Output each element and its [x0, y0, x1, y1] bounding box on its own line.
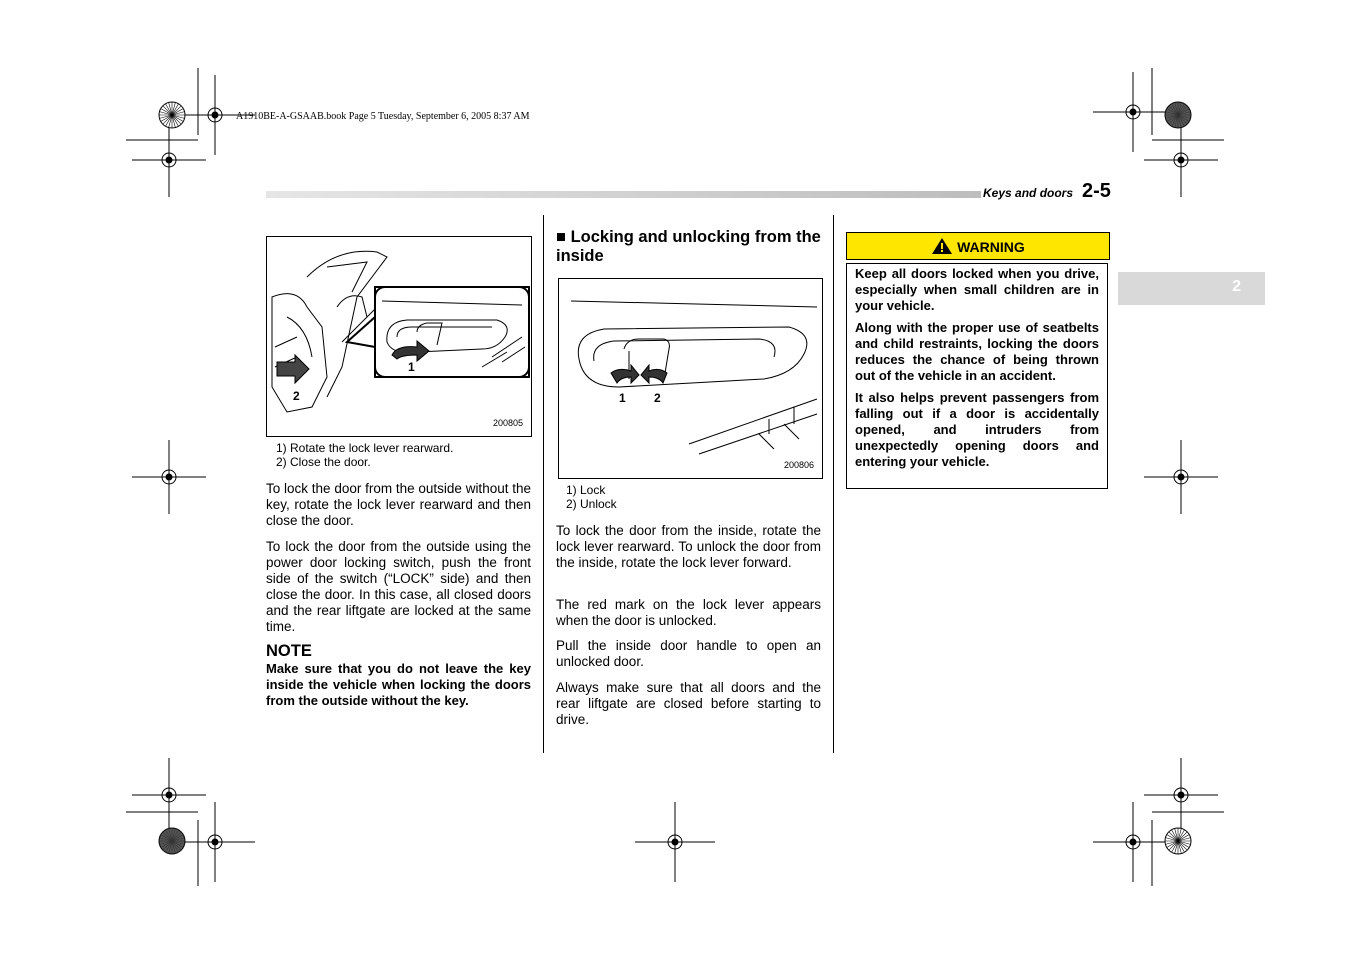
section-title: Keys and doors: [983, 186, 1074, 200]
warning-paragraph: Keep all doors locked when you drive, especially when small children are in your vehicle.: [855, 266, 1099, 313]
note-text: Make sure that you do not leave the key inside the vehicle when locking the doors from the outside without the key.: [266, 661, 531, 708]
registration-mark: [166, 474, 172, 480]
caption-lock: 1) Lock: [566, 483, 606, 497]
paragraph: Always make sure that all doors and the rear liftgate are closed before starting to drive.: [556, 680, 821, 727]
caption-1: 1) Rotate the lock lever rearward.: [276, 441, 454, 455]
unlock-arrow: [641, 365, 667, 383]
registration-mark: [672, 839, 678, 845]
registration-mark: [212, 839, 218, 845]
paragraph: To lock the door from the outside without the key, rotate the lock lever rearward and then close the door.: [266, 481, 531, 528]
warning-paragraph: Along with the proper use of seatbelts and child restraints, locking the doors reduces the chance of being thrown out of the vehicle in an accident.: [855, 320, 1099, 383]
page-number: 2-5: [1082, 180, 1111, 202]
chapter-tab-number: 2: [1232, 278, 1241, 295]
warning-triangle-icon: [931, 237, 953, 255]
paragraph: To lock the door from the outside using the power door locking switch, push the front side of the switch (“LOCK” side) and then close the door. In this case, all closed doors and the rear liftgate are locked at the same time.: [266, 539, 531, 634]
lock-arrow: [611, 365, 639, 383]
warning-box: [846, 263, 1108, 489]
figure-inside-lock: [558, 278, 823, 479]
registration-mark: [1178, 157, 1184, 163]
warning-banner: [846, 232, 1110, 260]
section-heading: [556, 228, 821, 266]
warning-paragraph: It also helps prevent passengers from falling out if a door is accidentally opened, and intruders from unexpectedly opening doors and entering your vehicle.: [855, 390, 1099, 469]
paragraph: To lock the door from the inside, rotate the lock lever rearward. To unlock the door from the inside, rotate the lock lever forward.: [556, 523, 821, 570]
figure-outside-lock: [266, 236, 532, 437]
column-divider-right: [833, 215, 834, 753]
paragraph: Pull the inside door handle to open an unlocked door.: [556, 638, 821, 669]
registration-mark: [166, 792, 172, 798]
callout-2: 2: [654, 391, 661, 405]
figure-code: 200806: [783, 460, 814, 470]
callout-2: 2: [293, 389, 300, 403]
caption-unlock: 2) Unlock: [566, 497, 617, 511]
header-bar: [266, 191, 981, 198]
registration-mark: [166, 157, 172, 163]
callout-1: 1: [619, 391, 626, 405]
registration-mark: [1178, 792, 1184, 798]
door-lock-illustration: [267, 237, 531, 436]
chapter-tab: [1118, 272, 1265, 305]
registration-mark: [1130, 109, 1136, 115]
note-heading: NOTE: [266, 642, 312, 660]
figure-code: 200805: [492, 418, 523, 428]
warning-label: WARNING: [957, 239, 1025, 255]
section-heading-text: Locking and unlocking from the inside: [556, 228, 821, 265]
callout-1: 1: [408, 360, 415, 374]
paragraph: The red mark on the lock lever appears when the door is unlocked.: [556, 597, 821, 628]
caption-2: 2) Close the door.: [276, 455, 371, 469]
section-marker: ■: [556, 228, 566, 246]
registration-mark: [212, 112, 218, 118]
column-divider-left: [543, 215, 544, 753]
registration-mark: [1178, 474, 1184, 480]
inside-handle-illustration: [559, 279, 822, 478]
print-info: A1910BE-A-GSAAB.book Page 5 Tuesday, September 6, 2005 8:37 AM: [236, 111, 530, 122]
registration-mark: [1130, 839, 1136, 845]
